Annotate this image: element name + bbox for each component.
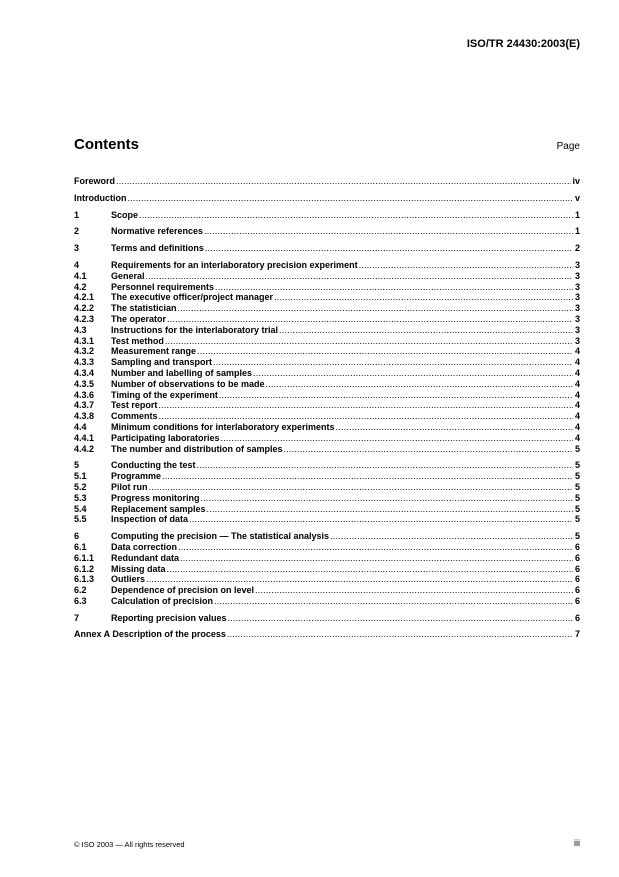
toc-entry-label: The operator <box>111 313 167 324</box>
toc-entry[interactable] <box>74 303 580 314</box>
toc-entry-label: Participating laboratories <box>111 432 220 443</box>
toc-entry-page: 5 <box>574 481 580 492</box>
toc-entry[interactable] <box>74 357 580 368</box>
toc-entry-number: 6.1.2 <box>74 563 95 574</box>
toc-entry[interactable] <box>74 346 580 357</box>
toc-dot-leader <box>213 357 573 368</box>
toc-entry-page: 5 <box>574 460 580 471</box>
toc-entry-label: Instructions for the interlaboratory trial <box>111 324 279 335</box>
toc-entry-page: 3 <box>574 292 580 303</box>
toc-entry[interactable] <box>74 514 580 525</box>
toc-entry[interactable] <box>74 411 580 422</box>
toc-entry-number: 4.4.1 <box>74 432 95 443</box>
toc-entry-number: 4.3.3 <box>74 357 95 368</box>
toc-entry-label: Progress monitoring <box>111 492 200 503</box>
toc-entry-page: 5 <box>574 531 580 542</box>
toc-entry-page: 3 <box>574 313 580 324</box>
toc-entry[interactable] <box>74 271 580 282</box>
table-of-contents <box>74 176 580 640</box>
toc-entry-page: 6 <box>574 612 580 623</box>
toc-entry-label: Calculation of precision <box>111 595 214 606</box>
toc-entry-page: 4 <box>574 346 580 357</box>
toc-entry-number: 4.3.1 <box>74 335 95 346</box>
toc-dot-leader <box>165 336 573 347</box>
toc-entry-page: 6 <box>574 585 580 596</box>
toc-entry-label: Normative references <box>111 226 204 237</box>
toc-entry[interactable] <box>74 325 580 336</box>
toc-dot-leader <box>167 314 573 325</box>
toc-entry-label: General <box>111 270 145 281</box>
toc-dot-leader <box>197 346 573 357</box>
toc-entry[interactable] <box>74 596 580 607</box>
toc-entry-label: Terms and definitions <box>111 243 204 254</box>
toc-entry[interactable] <box>74 433 580 444</box>
toc-entry-label: Conducting the test <box>111 460 196 471</box>
footer-page-number: iii <box>574 838 580 848</box>
toc-entry[interactable] <box>74 400 580 411</box>
toc-entry-label: Data correction <box>111 541 178 552</box>
toc-entry-page: 6 <box>574 574 580 585</box>
toc-entry-page: 4 <box>574 378 580 389</box>
toc-entry-page: 7 <box>574 629 580 640</box>
toc-entry-number: 6.1 <box>74 541 87 552</box>
toc-entry-label: Missing data <box>111 563 166 574</box>
toc-entry-label: The number and distribution of samples <box>111 443 283 454</box>
toc-entry-label: Minimum conditions for interlaboratory experiments <box>111 421 335 432</box>
toc-entry-number: 4.2.2 <box>74 303 95 314</box>
toc-dot-leader <box>279 325 573 336</box>
toc-entry-label: Personnel requirements <box>111 281 215 292</box>
toc-entry-label: The executive officer/project manager <box>111 292 274 303</box>
toc-entry-page: 4 <box>574 389 580 400</box>
toc-entry-page: v <box>574 192 580 203</box>
toc-entry[interactable] <box>74 379 580 390</box>
header-reference: ISO/TR 24430:2003(E) <box>466 38 580 50</box>
toc-entry-page: 4 <box>574 411 580 422</box>
toc-entry[interactable] <box>74 422 580 433</box>
toc-entry-number: 1 <box>74 209 80 220</box>
toc-entry-number: 4.2.1 <box>74 292 95 303</box>
toc-entry[interactable] <box>74 542 580 553</box>
toc-entry-label: Foreword <box>74 176 116 186</box>
toc-entry-number: 5.3 <box>74 492 87 503</box>
toc-entry[interactable] <box>74 493 580 504</box>
toc-entry-number: 4.3.8 <box>74 411 95 422</box>
toc-entry-page: 5 <box>574 503 580 514</box>
toc-entry-label: The statistician <box>111 303 177 314</box>
toc-entry-page: 6 <box>574 595 580 606</box>
toc-entry[interactable] <box>74 193 580 204</box>
toc-entry[interactable] <box>74 613 580 624</box>
toc-dot-leader <box>205 243 573 254</box>
toc-entry-label: Redundant data <box>111 552 180 563</box>
toc-entry-number: 4.4.2 <box>74 443 95 454</box>
page-column-label: Page <box>556 141 580 152</box>
toc-entry-number: 4.2.3 <box>74 313 95 324</box>
toc-entry-label: Timing of the experiment <box>111 389 218 400</box>
toc-dot-leader <box>215 282 573 293</box>
toc-entry-label: Dependence of precision on level <box>111 585 255 596</box>
toc-dot-leader <box>204 226 573 237</box>
toc-dot-leader <box>221 433 573 444</box>
toc-entry[interactable] <box>74 210 580 221</box>
toc-entry-page: iv <box>572 176 580 186</box>
toc-entry-page: 4 <box>574 421 580 432</box>
toc-entry-number: 6.3 <box>74 595 87 606</box>
toc-dot-leader <box>159 411 573 422</box>
toc-entry-page: 6 <box>574 563 580 574</box>
toc-entry-number: 4.4 <box>74 421 87 432</box>
toc-entry-page: 5 <box>574 443 580 454</box>
toc-entry-label: Number of observations to be made <box>111 378 265 389</box>
toc-dot-leader <box>128 193 574 204</box>
toc-entry[interactable] <box>74 482 580 493</box>
toc-dot-leader <box>255 585 573 596</box>
toc-entry[interactable] <box>74 471 580 482</box>
toc-dot-leader <box>146 271 573 282</box>
toc-dot-leader <box>197 460 574 471</box>
toc-entry[interactable] <box>74 260 580 271</box>
toc-dot-leader <box>219 390 573 401</box>
toc-entry-page: 3 <box>574 324 580 335</box>
toc-entry-number: 4.3.5 <box>74 378 95 389</box>
toc-entry-number: 4.1 <box>74 270 87 281</box>
toc-entry-label: Comments <box>111 411 158 422</box>
toc-dot-leader <box>189 514 573 525</box>
toc-entry-label: Number and labelling of samples <box>111 367 253 378</box>
toc-dot-leader <box>201 493 573 504</box>
toc-entry[interactable] <box>74 176 580 187</box>
toc-entry-number: 6.2 <box>74 585 87 596</box>
toc-entry-label: Outliers <box>111 574 146 585</box>
toc-entry-label: Programme <box>111 471 162 482</box>
toc-entry-number: 4.3.2 <box>74 346 95 357</box>
toc-dot-leader <box>116 176 571 187</box>
toc-dot-leader <box>336 422 573 433</box>
toc-entry-number: 4.3.4 <box>74 367 95 378</box>
toc-dot-leader <box>253 368 573 379</box>
toc-entry[interactable] <box>74 460 580 471</box>
toc-dot-leader <box>146 574 573 585</box>
toc-entry-label: Requirements for an interlaboratory precision experiment <box>111 259 358 270</box>
toc-entry-label: Scope <box>111 209 139 220</box>
toc-entry-page: 3 <box>574 281 580 292</box>
toc-entry[interactable] <box>74 564 580 575</box>
toc-entry-page: 4 <box>574 357 580 368</box>
footer-copyright: © ISO 2003 — All rights reserved <box>74 840 185 849</box>
toc-entry-label: Replacement samples <box>111 503 206 514</box>
toc-dot-leader <box>359 260 573 271</box>
toc-entry-number: 4.3 <box>74 324 87 335</box>
toc-entry-label: Measurement range <box>111 346 197 357</box>
toc-entry[interactable] <box>74 226 580 237</box>
toc-dot-leader <box>162 471 573 482</box>
toc-entry[interactable] <box>74 629 580 640</box>
toc-entry-label: Sampling and transport <box>111 357 213 368</box>
toc-entry-label: Computing the precision — The statistical analysis <box>111 531 330 542</box>
toc-dot-leader <box>158 400 573 411</box>
toc-entry-number: 5.2 <box>74 481 87 492</box>
toc-entry-page: 5 <box>574 492 580 503</box>
toc-entry-number: 4.2 <box>74 281 87 292</box>
toc-entry-number: 5 <box>74 460 80 471</box>
toc-entry-page: 3 <box>574 270 580 281</box>
toc-entry-page: 5 <box>574 471 580 482</box>
toc-entry-page: 4 <box>574 367 580 378</box>
toc-entry-number: 7 <box>74 612 80 623</box>
toc-dot-leader <box>284 444 573 455</box>
toc-dot-leader <box>207 504 573 515</box>
toc-entry[interactable] <box>74 314 580 325</box>
toc-entry-page: 4 <box>574 432 580 443</box>
toc-entry-label: Test report <box>111 400 158 411</box>
toc-entry-page: 3 <box>574 335 580 346</box>
toc-entry-number: 6.1.3 <box>74 574 95 585</box>
toc-entry[interactable] <box>74 553 580 564</box>
toc-entry-page: 3 <box>574 303 580 314</box>
toc-entry[interactable] <box>74 504 580 515</box>
toc-entry-page: 2 <box>574 243 580 254</box>
toc-entry-number: 4 <box>74 259 80 270</box>
toc-entry[interactable] <box>74 390 580 401</box>
toc-dot-leader <box>228 613 573 624</box>
toc-entry-number: 2 <box>74 226 80 237</box>
toc-dot-leader <box>139 210 573 221</box>
toc-dot-leader <box>180 553 573 564</box>
toc-entry[interactable] <box>74 336 580 347</box>
page-title: Contents <box>74 136 139 153</box>
toc-entry-label: Introduction <box>74 192 127 203</box>
toc-dot-leader <box>167 564 573 575</box>
toc-entry-number: 4.3.7 <box>74 400 95 411</box>
toc-dot-leader <box>214 596 573 607</box>
toc-dot-leader <box>330 531 573 542</box>
toc-entry-page: 3 <box>574 259 580 270</box>
toc-entry-label: Annex A Description of the process <box>74 629 226 640</box>
toc-entry-page: 5 <box>574 514 580 525</box>
toc-entry-label: Reporting precision values <box>111 612 227 623</box>
toc-entry-number: 6 <box>74 531 80 542</box>
toc-entry[interactable] <box>74 444 580 455</box>
toc-entry-label: Pilot run <box>111 481 148 492</box>
toc-dot-leader <box>227 629 573 640</box>
toc-entry[interactable] <box>74 531 580 542</box>
toc-entry[interactable] <box>74 574 580 585</box>
toc-entry-number: 3 <box>74 243 80 254</box>
toc-dot-leader <box>178 303 573 314</box>
toc-dot-leader <box>149 482 574 493</box>
toc-entry[interactable] <box>74 282 580 293</box>
toc-entry-number: 6.1.1 <box>74 552 95 563</box>
toc-dot-leader <box>274 292 573 303</box>
toc-entry-page: 4 <box>574 400 580 411</box>
toc-entry-label: Inspection of data <box>111 514 189 525</box>
toc-entry[interactable] <box>74 585 580 596</box>
toc-entry-number: 5.1 <box>74 471 87 482</box>
toc-entry-number: 4.3.6 <box>74 389 95 400</box>
toc-entry-number: 5.4 <box>74 503 87 514</box>
toc-entry-page: 6 <box>574 552 580 563</box>
toc-dot-leader <box>266 379 573 390</box>
toc-entry[interactable] <box>74 243 580 254</box>
toc-entry-label: Test method <box>111 335 164 346</box>
toc-entry-page: 1 <box>574 226 580 237</box>
toc-entry-page: 6 <box>574 541 580 552</box>
toc-dot-leader <box>178 542 573 553</box>
toc-entry[interactable] <box>74 292 580 303</box>
toc-entry-number: 5.5 <box>74 514 87 525</box>
toc-entry[interactable] <box>74 368 580 379</box>
toc-entry-page: 1 <box>574 209 580 220</box>
